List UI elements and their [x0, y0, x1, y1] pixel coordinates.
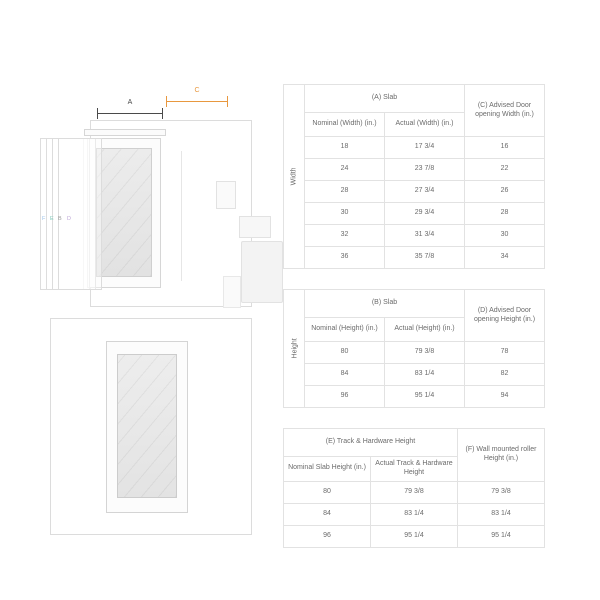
axis-label-width: Width	[284, 85, 305, 269]
table-row	[284, 203, 545, 225]
cell-nominal: 84	[284, 503, 371, 525]
track-hardware-table	[283, 428, 545, 548]
table-row	[284, 247, 545, 269]
cell-nominal: 18	[305, 137, 385, 159]
cell-actual: 31 3/4	[385, 225, 465, 247]
axis-label-height: Height	[284, 290, 305, 408]
layer-stack	[40, 138, 88, 293]
cell-actual: 35 7/8	[385, 247, 465, 269]
door-glass-elevation	[117, 354, 177, 498]
header-advised-width: (C) Advised Door opening Width (in.)	[465, 85, 545, 137]
cell-advised: 30	[465, 225, 545, 247]
furniture-shape-4	[223, 276, 241, 308]
header-track-hardware: (E) Track & Hardware Height	[284, 429, 458, 457]
table-row	[284, 386, 545, 408]
track-hardware-bar	[84, 129, 166, 136]
table-row	[284, 137, 545, 159]
table-header-row	[284, 85, 545, 113]
diagram-column	[30, 78, 270, 538]
table-header-row	[284, 429, 545, 457]
height-table	[283, 289, 545, 408]
cell-nominal: 80	[284, 481, 371, 503]
cell-nominal: 96	[305, 386, 385, 408]
cell-roller: 83 1/4	[458, 503, 545, 525]
cell-actual: 17 3/4	[385, 137, 465, 159]
cell-advised: 82	[465, 364, 545, 386]
cell-actual: 95 1/4	[371, 525, 458, 547]
cell-actual: 79 3/8	[371, 481, 458, 503]
cell-nominal: 32	[305, 225, 385, 247]
dimension-a	[97, 99, 163, 109]
width-table	[283, 84, 545, 269]
furniture-shape-1	[216, 181, 236, 209]
dimension-c-cap-right	[227, 96, 228, 107]
layer-shape	[58, 138, 102, 290]
column-header-nominal-width: Nominal (Width) (in.)	[305, 113, 385, 137]
cell-advised: 22	[465, 159, 545, 181]
door-slab-elevation	[106, 341, 188, 513]
header-slab-a: (A) Slab	[305, 85, 465, 113]
cell-actual: 79 3/8	[385, 342, 465, 364]
cell-nominal: 84	[305, 364, 385, 386]
cell-actual: 27 3/4	[385, 181, 465, 203]
cell-nominal: 24	[305, 159, 385, 181]
cell-roller: 95 1/4	[458, 525, 545, 547]
table-row	[284, 525, 545, 547]
cell-nominal: 28	[305, 181, 385, 203]
dimension-c	[166, 87, 228, 97]
cell-advised: 94	[465, 386, 545, 408]
cell-advised: 28	[465, 203, 545, 225]
table-row	[284, 181, 545, 203]
dimension-c-line	[166, 101, 228, 102]
header-advised-height: (D) Advised Door opening Height (in.)	[465, 290, 545, 342]
table-row	[284, 364, 545, 386]
cell-nominal: 80	[305, 342, 385, 364]
cell-actual: 95 1/4	[385, 386, 465, 408]
dimension-a-label: A	[127, 99, 133, 106]
column-header-actual-height: Actual (Height) (in.)	[385, 318, 465, 342]
cell-advised: 16	[465, 137, 545, 159]
cell-actual: 29 3/4	[385, 203, 465, 225]
header-slab-b: (B) Slab	[305, 290, 465, 318]
cell-nominal: 36	[305, 247, 385, 269]
room-wall-line	[181, 151, 182, 281]
door-glass-iso	[96, 148, 152, 277]
table-row	[284, 159, 545, 181]
cell-nominal: 30	[305, 203, 385, 225]
dimension-c-label: C	[194, 87, 200, 94]
table-row	[284, 342, 545, 364]
cell-actual: 83 1/4	[371, 503, 458, 525]
header-wall-roller: (F) Wall mounted roller Height (in.)	[458, 429, 545, 482]
cell-actual: 83 1/4	[385, 364, 465, 386]
furniture-shape-2	[239, 216, 271, 238]
column-header-actual-width: Actual (Width) (in.)	[385, 113, 465, 137]
cell-nominal: 96	[284, 525, 371, 547]
cell-advised: 26	[465, 181, 545, 203]
spec-tables	[283, 84, 545, 568]
cell-roller: 79 3/8	[458, 481, 545, 503]
part-label-b: B	[58, 216, 62, 222]
table-row	[284, 225, 545, 247]
table-header-row	[284, 290, 545, 318]
isometric-door-diagram	[40, 87, 265, 313]
cell-advised: 78	[465, 342, 545, 364]
part-label-e: E	[50, 216, 54, 222]
column-header-nominal-height: Nominal (Height) (in.)	[305, 318, 385, 342]
column-header-actual-track-height: Actual Track & Hardware Height	[371, 457, 458, 482]
dimension-a-line	[97, 113, 163, 114]
cell-advised: 34	[465, 247, 545, 269]
elevation-door-diagram	[50, 318, 252, 535]
table-row	[284, 503, 545, 525]
furniture-shape-3	[241, 241, 283, 303]
cell-actual: 23 7/8	[385, 159, 465, 181]
dimension-a-cap-right	[162, 108, 163, 119]
column-header-nominal-slab-height: Nominal Slab Height (in.)	[284, 457, 371, 482]
part-label-f: F	[42, 216, 46, 222]
part-label-d: D	[67, 216, 72, 222]
table-row	[284, 481, 545, 503]
